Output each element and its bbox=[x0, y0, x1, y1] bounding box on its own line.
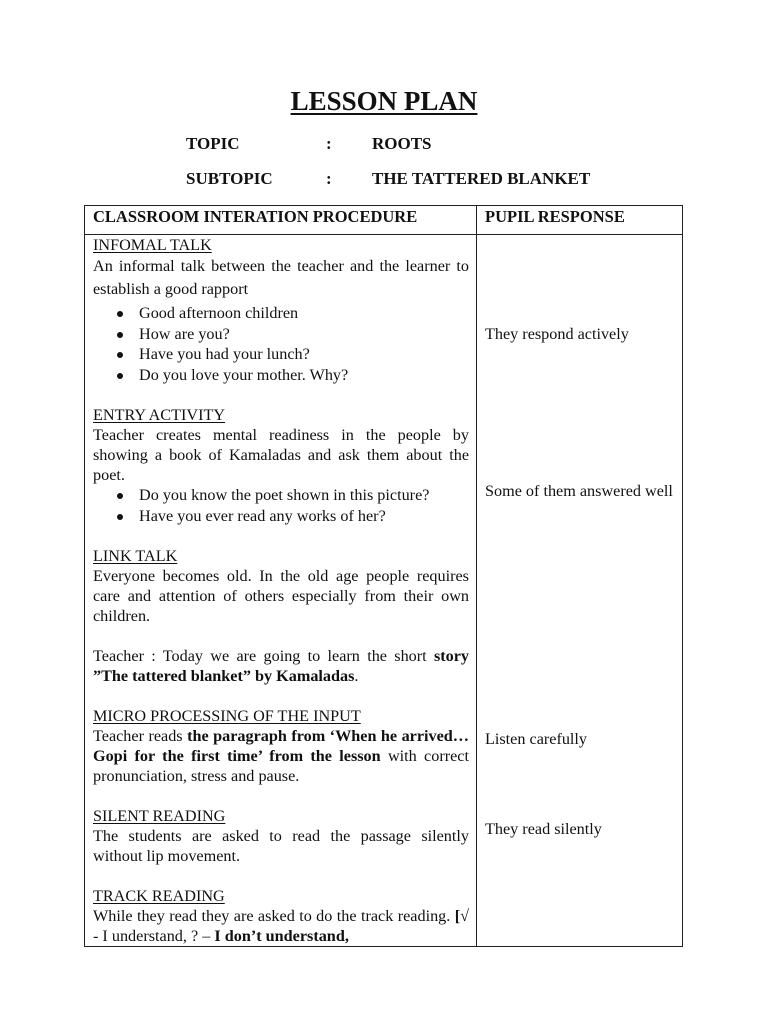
track-bracket: [ bbox=[454, 907, 461, 925]
section-text bbox=[93, 906, 469, 946]
response-informal-talk: They respond actively bbox=[485, 325, 629, 343]
track-prefix: While they read they are asked to do the track reading. bbox=[93, 907, 451, 925]
section-title: MICRO PROCESSING OF THE INPUT bbox=[93, 707, 361, 725]
table-body-row bbox=[85, 235, 683, 947]
subtopic-label: SUBTOPIC bbox=[186, 169, 273, 188]
response-entry-activity: Some of them answered well bbox=[485, 482, 673, 500]
header-pupil-response: PUPIL RESPONSE bbox=[477, 206, 683, 235]
section-title: TRACK READING bbox=[93, 887, 225, 905]
response-micro-processing: Listen carefully bbox=[485, 730, 588, 748]
section-text: An informal talk between the teacher and the learner to establish a good rapport bbox=[93, 257, 469, 298]
section-entry-activity bbox=[93, 405, 469, 526]
section-title: INFOMAL TALK bbox=[93, 236, 212, 254]
story-title: story ”The tattered blanket” by Kamaladas bbox=[93, 647, 469, 685]
topic-label: TOPIC bbox=[186, 134, 240, 153]
bullet-list bbox=[93, 485, 469, 526]
teacher-intro-text bbox=[93, 646, 469, 686]
section-title: LINK TALK bbox=[93, 547, 178, 565]
section-text: The students are asked to read the passage silently without lip movement. bbox=[93, 827, 469, 865]
lesson-plan-table bbox=[84, 205, 683, 947]
topic-colon: : bbox=[326, 134, 332, 153]
micro-suffix: with correct pronunciation, stress and pause. bbox=[93, 747, 469, 785]
section-title: ENTRY ACTIVITY bbox=[93, 406, 226, 424]
section-informal-talk bbox=[93, 235, 469, 385]
track-middle: √ - I understand, ? – bbox=[93, 907, 469, 945]
list-item: Do you love your mother. Why? bbox=[139, 365, 469, 386]
topic-value: ROOTS bbox=[372, 134, 432, 153]
list-item: How are you? bbox=[139, 324, 469, 345]
section-text: Teacher creates mental readiness in the people by showing a book of Kamaladas and ask them about the poet. bbox=[93, 426, 469, 484]
subtopic-colon: : bbox=[326, 169, 332, 188]
teacher-suffix: . bbox=[354, 667, 359, 685]
section-text bbox=[93, 726, 469, 786]
list-item: Have you ever read any works of her? bbox=[139, 506, 469, 527]
section-track-reading bbox=[93, 886, 469, 946]
section-silent-reading bbox=[93, 806, 469, 866]
section-text: Everyone becomes old. In the old age people requires care and attention of others especially from their own children. bbox=[93, 567, 469, 625]
list-item: Good afternoon children bbox=[139, 303, 469, 324]
bullet-list bbox=[93, 303, 469, 385]
micro-paragraph: the paragraph from ‘When he arrived…Gopi for the first time’ from the lesson bbox=[93, 727, 469, 765]
procedure-cell bbox=[85, 235, 477, 947]
micro-prefix: Teacher reads bbox=[93, 727, 183, 745]
list-item: Do you know the poet shown in this picture? bbox=[139, 485, 469, 506]
pupil-response-cell bbox=[477, 235, 683, 947]
table-header-row bbox=[85, 206, 683, 235]
section-title: SILENT READING bbox=[93, 807, 226, 825]
teacher-prefix: Teacher : Today we are going to learn the short bbox=[93, 647, 427, 665]
header-procedure: CLASSROOM INTERATION PROCEDURE bbox=[85, 206, 477, 235]
subtopic-value: THE TATTERED BLANKET bbox=[372, 169, 591, 188]
list-item: Have you had your lunch? bbox=[139, 344, 469, 365]
response-silent-reading: They read silently bbox=[485, 820, 602, 838]
track-bold-end: I don’t understand, bbox=[214, 927, 349, 945]
section-micro-processing bbox=[93, 706, 469, 786]
section-link-talk bbox=[93, 546, 469, 686]
page-title: LESSON PLAN bbox=[290, 86, 478, 116]
